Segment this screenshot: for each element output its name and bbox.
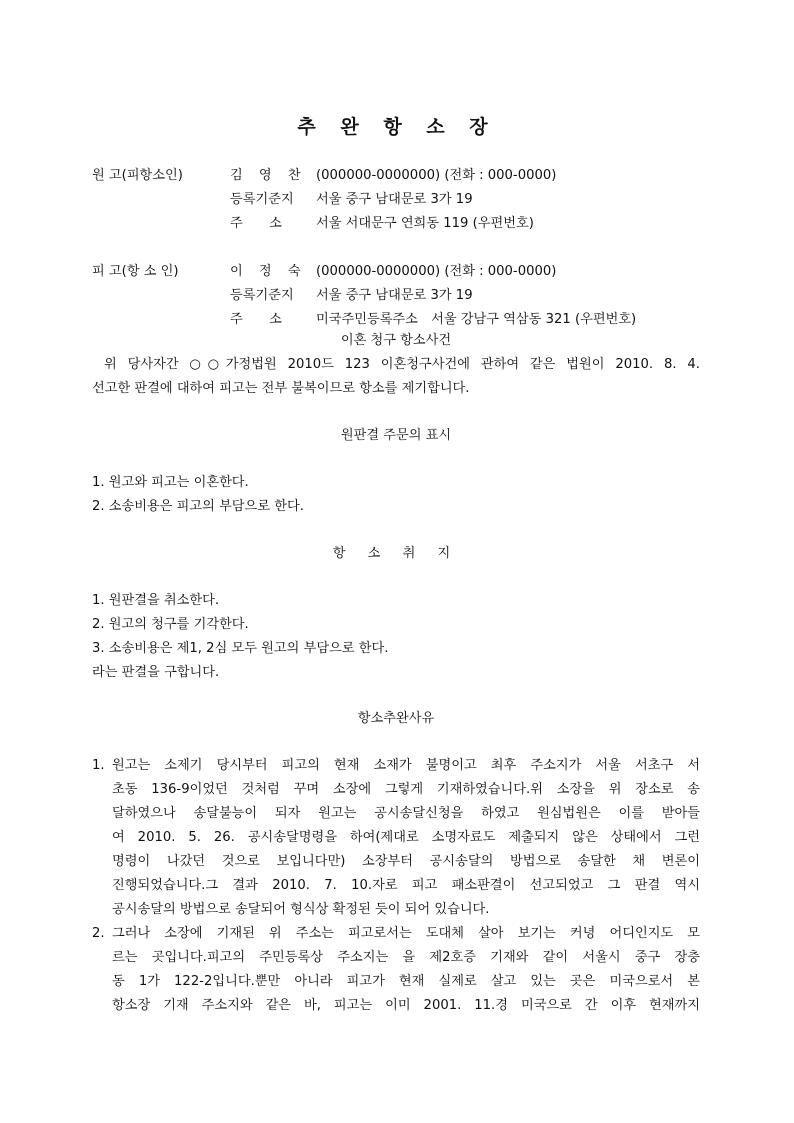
defendant-name: 이 정 숙 [230, 264, 307, 279]
reason-number: 2. [92, 926, 105, 941]
defendant-id-phone: (000000-0000000) (전화 : 000-0000) [316, 264, 557, 279]
appeal-item: 2. 원고의 청구를 기각한다. [92, 617, 249, 632]
appeal-conclusion: 라는 판결을 구합니다. [92, 665, 220, 680]
reason-number: 1. [92, 758, 105, 773]
reason-line: 여 2010. 5. 26. 공시송달명령을 하여(제대로 소명자료도 제출되지 않은 상태에서 그런 [112, 830, 700, 845]
defendant-role: 피 고(항 소 인) [92, 264, 179, 279]
plaintiff-address: 서울 서대문구 연희동 119 (우편번호) [316, 216, 534, 231]
plaintiff-registry-label: 등록기준지 [230, 192, 294, 207]
defendant-address: 미국주민등록주소 서울 강남구 역삼동 321 (우편번호) [316, 312, 637, 327]
reasons-heading: 항소추완사유 [357, 711, 435, 726]
plaintiff-registry: 서울 중구 남대문로 3가 19 [316, 192, 473, 207]
plaintiff-address-label: 주 소 [230, 216, 282, 231]
appeal-item: 1. 원판결을 취소한다. [92, 593, 220, 608]
defendant-address-label: 주 소 [230, 312, 282, 327]
reason-line: 원고는 소제기 당시부터 피고의 현재 소재가 불명이고 최후 주소지가 서울 서초구 서 [112, 758, 700, 773]
reason-line: 명령이 나갔던 것으로 보입니다만) 소장부터 공시송달의 방법으로 송달한 채 변론이 [112, 854, 700, 869]
plaintiff-name: 김 영 찬 [230, 168, 307, 183]
defendant-registry: 서울 중구 남대문로 3가 19 [316, 288, 473, 303]
document-title: 추 완 항 소 장 [297, 116, 497, 138]
appeal-item: 3. 소송비용은 제1, 2심 모두 원고의 부담으로 한다. [92, 641, 389, 656]
reason-line: 그러나 소장에 기재된 위 주소는 피고로서는 도대체 살아 보기는 커녕 어디인지도 모 [112, 926, 700, 941]
intro-line: 선고한 판결에 대하여 피고는 전부 불복이므로 항소를 제기합니다. [92, 381, 470, 396]
reason-line: 달하였으나 송달불능이 되자 원고는 공시송달신청을 하였고 원심법원은 이를 받아들 [112, 806, 700, 821]
plaintiff-id-phone: (000000-0000000) (전화 : 000-0000) [316, 168, 557, 183]
appeal-heading: 항 소 취 지 [332, 546, 460, 561]
reason-line: 르는 곳입니다.피고의 주민등록상 주소지는 을 제2호증 기재와 같이 서울시 중구 장충 [112, 950, 700, 965]
reason-line: 진행되었습니다.그 결과 2010. 7. 10.자로 피고 패소판결이 선고되었고 그 판결 역시 [112, 878, 700, 893]
plaintiff-role: 원 고(피항소인) [92, 168, 183, 183]
reason-line: 공시송달의 방법으로 송달되어 형식상 확정된 듯이 되어 있습니다. [112, 902, 490, 917]
judgment-heading: 원판결 주문의 표시 [340, 428, 452, 443]
reason-line: 초동 136-9이었던 것처럼 꾸며 소장에 그렇게 기재하였습니다.위 소장을 위 장소로 송 [112, 782, 700, 797]
reason-line: 항소장 기재 주소지와 같은 바, 피고는 이미 2001. 11.경 미국으로 간 이후 현재까지 [112, 998, 700, 1013]
judgment-item: 1. 원고와 피고는 이혼한다. [92, 475, 249, 490]
defendant-registry-label: 등록기준지 [230, 288, 294, 303]
judgment-item: 2. 소송비용은 피고의 부담으로 한다. [92, 499, 304, 514]
reason-line: 동 1가 122-2입니다.뿐만 아니라 피고가 현재 실제로 살고 있는 곳은 미국으로서 본 [112, 974, 700, 989]
case-title: 이혼 청구 항소사건 [340, 333, 452, 348]
intro-line: 위 당사자간 ○○가정법원 2010드 123 이혼청구사건에 관하여 같은 법원이 2010. 8. 4. [104, 357, 700, 372]
